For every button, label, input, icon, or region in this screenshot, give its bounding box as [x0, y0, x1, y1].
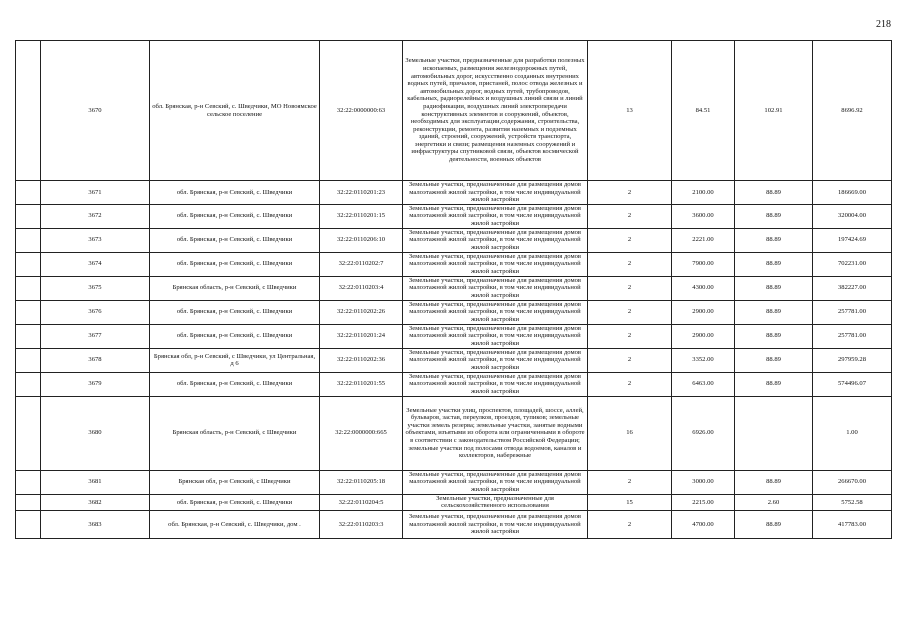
record-number: 3681 [41, 470, 150, 494]
record-number: 3682 [41, 494, 150, 510]
use-category: 2 [588, 228, 672, 252]
parcel-area: 3352.00 [672, 348, 735, 372]
blank-cell [16, 252, 41, 276]
specific-value: 88.89 [735, 510, 813, 538]
parcel-area: 4700.00 [672, 510, 735, 538]
record-number: 3678 [41, 348, 150, 372]
permitted-use: Земельные участки, предназначенные для размещения домов малоэтажной жилой застройки, в том числе индивидуальной жилой застройки [403, 300, 588, 324]
cadastral-number: 32:22:0000000:665 [320, 396, 403, 470]
parcel-area: 2900.00 [672, 324, 735, 348]
parcel-address: обл. Брянская, р-н Севский, с. Шведчики [150, 228, 320, 252]
parcel-address: Брянская область, р-н Севский, с Шведчики [150, 396, 320, 470]
cadastral-number: 32:22:0110206:10 [320, 228, 403, 252]
parcel-area: 2900.00 [672, 300, 735, 324]
parcel-area: 3600.00 [672, 204, 735, 228]
parcel-address: обл. Брянская, р-н Севский, с. Шведчики [150, 204, 320, 228]
permitted-use: Земельные участки, предназначенные для размещения домов малоэтажной жилой застройки, в том числе индивидуальной жилой застройки [403, 510, 588, 538]
cadastral-value: 417783.00 [813, 510, 892, 538]
parcel-area: 2221.00 [672, 228, 735, 252]
record-number: 3676 [41, 300, 150, 324]
blank-cell [16, 396, 41, 470]
cadastral-number: 32:22:0110202:36 [320, 348, 403, 372]
cadastral-number: 32:22:0110201:55 [320, 372, 403, 396]
parcel-address: Брянская обл, р-н Севский, с Шведчики [150, 470, 320, 494]
use-category: 2 [588, 204, 672, 228]
cadastral-number: 32:22:0110203:3 [320, 510, 403, 538]
permitted-use: Земельные участки улиц, проспектов, площадей, шоссе, аллей, бульваров, застав, переулков, проездов, тупиков; земельные участки земель резерва; земельные участки, занятые водными объектами, изъятыми из оборота или ограниченными в обороте в соответствии с законодательством Российской Федерации; земельные участки под полосами отвода водоемов, каналов и коллекторов, набережные [403, 396, 588, 470]
table-row [16, 204, 892, 228]
parcel-address: Брянская область, р-н Севский, с Шведчики [150, 276, 320, 300]
parcel-address: обл. Брянская, р-н Севский, с. Шведчики [150, 300, 320, 324]
cadastral-number: 32:22:0000000:63 [320, 41, 403, 181]
permitted-use: Земельные участки, предназначенные для разработки полезных ископаемых, размещения железнодорожных путей, автомобильных дорог, искусственно созданных внутренних водных путей, причалов, пристаней, полос отвода железных и автомобильных дорог, водных путей, трубопроводов, кабельных, радиорелейных и воздушных линий связи и линий радиофикации, воздушных линий электропередачи конструктивных элементов и сооружений, объектов, необходимых для эксплуатации,содержания, строительства, реконструкции, ремонта, развития наземных и подземных зданий, строений, сооружений, устройств транспорта, энергетики и связи; размещения наземных сооружений и инфраструктуры спутниковой связи, объектов космической деятельности, военных объектов [403, 41, 588, 181]
blank-cell [16, 41, 41, 181]
table-row [16, 181, 892, 205]
specific-value: 88.89 [735, 348, 813, 372]
parcel-address: обл. Брянская, р-н Севский, с. Шведчики [150, 372, 320, 396]
record-number: 3680 [41, 396, 150, 470]
specific-value: 88.89 [735, 276, 813, 300]
parcel-address: обл. Брянская, р-н Севский, с. Шведчики [150, 181, 320, 205]
record-number: 3679 [41, 372, 150, 396]
use-category: 15 [588, 494, 672, 510]
permitted-use: Земельные участки, предназначенные для сельскохозяйственного использования [403, 494, 588, 510]
blank-cell [16, 470, 41, 494]
specific-value: 88.89 [735, 300, 813, 324]
permitted-use: Земельные участки, предназначенные для размещения домов малоэтажной жилой застройки, в том числе индивидуальной жилой застройки [403, 324, 588, 348]
blank-cell [16, 204, 41, 228]
parcel-address: обл. Брянская, р-н Севский, с. Шведчики [150, 494, 320, 510]
table-row [16, 372, 892, 396]
parcel-address: Брянская обл, р-н Севский, с Шведчики, ул Центральная, д 6 [150, 348, 320, 372]
blank-cell [16, 510, 41, 538]
table-row [16, 510, 892, 538]
parcel-area: 2100.00 [672, 181, 735, 205]
permitted-use: Земельные участки, предназначенные для размещения домов малоэтажной жилой застройки, в том числе индивидуальной жилой застройки [403, 470, 588, 494]
parcel-area: 7900.00 [672, 252, 735, 276]
parcel-address: обл. Брянская, р-н Севский, с. Шведчики, дом . [150, 510, 320, 538]
parcel-area: 2215.00 [672, 494, 735, 510]
specific-value: 2.60 [735, 494, 813, 510]
blank-cell [16, 348, 41, 372]
register-body [16, 41, 892, 539]
specific-value: 88.89 [735, 228, 813, 252]
cadastral-number: 32:22:0110205:18 [320, 470, 403, 494]
parcel-area: 6463.00 [672, 372, 735, 396]
table-row [16, 276, 892, 300]
table-row [16, 324, 892, 348]
specific-value: 88.89 [735, 372, 813, 396]
specific-value: 88.89 [735, 181, 813, 205]
use-category: 2 [588, 276, 672, 300]
cadastral-number: 32:22:0110201:23 [320, 181, 403, 205]
parcel-area: 6926.00 [672, 396, 735, 470]
table-row [16, 396, 892, 470]
table-row [16, 300, 892, 324]
permitted-use: Земельные участки, предназначенные для размещения домов малоэтажной жилой застройки, в том числе индивидуальной жилой застройки [403, 181, 588, 205]
specific-value: 88.89 [735, 324, 813, 348]
permitted-use: Земельные участки, предназначенные для размещения домов малоэтажной жилой застройки, в том числе индивидуальной жилой застройки [403, 204, 588, 228]
use-category: 2 [588, 348, 672, 372]
cadastral-value: 257781.00 [813, 324, 892, 348]
parcel-area: 3000.00 [672, 470, 735, 494]
cadastral-number: 32:22:0110202:7 [320, 252, 403, 276]
cadastral-value: 382227.00 [813, 276, 892, 300]
cadastral-number: 32:22:0110201:24 [320, 324, 403, 348]
table-row [16, 228, 892, 252]
cadastral-value: 320004.00 [813, 204, 892, 228]
permitted-use: Земельные участки, предназначенные для размещения домов малоэтажной жилой застройки, в том числе индивидуальной жилой застройки [403, 276, 588, 300]
cadastral-value: 197424.69 [813, 228, 892, 252]
use-category: 13 [588, 41, 672, 181]
specific-value: 102.91 [735, 41, 813, 181]
blank-cell [16, 324, 41, 348]
cadastral-value: 702231.00 [813, 252, 892, 276]
record-number: 3671 [41, 181, 150, 205]
cadastral-value: 5752.58 [813, 494, 892, 510]
record-number: 3683 [41, 510, 150, 538]
table-row [16, 348, 892, 372]
use-category: 2 [588, 252, 672, 276]
cadastral-value: 297959.28 [813, 348, 892, 372]
blank-cell [16, 276, 41, 300]
table-row [16, 470, 892, 494]
parcel-area: 84.51 [672, 41, 735, 181]
permitted-use: Земельные участки, предназначенные для размещения домов малоэтажной жилой застройки, в том числе индивидуальной жилой застройки [403, 228, 588, 252]
blank-cell [16, 228, 41, 252]
use-category: 2 [588, 181, 672, 205]
record-number: 3673 [41, 228, 150, 252]
record-number: 3670 [41, 41, 150, 181]
permitted-use: Земельные участки, предназначенные для размещения домов малоэтажной жилой застройки, в том числе индивидуальной жилой застройки [403, 372, 588, 396]
parcel-area: 4300.00 [672, 276, 735, 300]
record-number: 3677 [41, 324, 150, 348]
permitted-use: Земельные участки, предназначенные для размещения домов малоэтажной жилой застройки, в том числе индивидуальной жилой застройки [403, 348, 588, 372]
cadastral-value: 1.00 [813, 396, 892, 470]
cadastral-number: 32:22:0110201:15 [320, 204, 403, 228]
cadastral-value: 257781.00 [813, 300, 892, 324]
record-number: 3674 [41, 252, 150, 276]
blank-cell [16, 181, 41, 205]
specific-value: 88.89 [735, 470, 813, 494]
cadastral-value: 8696.92 [813, 41, 892, 181]
use-category: 2 [588, 300, 672, 324]
specific-value: 88.89 [735, 204, 813, 228]
use-category: 2 [588, 510, 672, 538]
cadastral-number: 32:22:0110202:26 [320, 300, 403, 324]
use-category: 2 [588, 372, 672, 396]
parcel-address: обл. Брянская, р-н Севский, с. Шведчики [150, 252, 320, 276]
permitted-use: Земельные участки, предназначенные для размещения домов малоэтажной жилой застройки, в том числе индивидуальной жилой застройки [403, 252, 588, 276]
cadastral-value: 266670.00 [813, 470, 892, 494]
cadastral-number: 32:22:0110204:5 [320, 494, 403, 510]
table-row [16, 41, 892, 181]
table-row [16, 252, 892, 276]
use-category: 16 [588, 396, 672, 470]
parcel-address: обл. Брянская, р-н Севский, с. Шведчики, МО Новоямское сельское поселение [150, 41, 320, 181]
record-number: 3672 [41, 204, 150, 228]
specific-value [735, 396, 813, 470]
cadastral-number: 32:22:0110203:4 [320, 276, 403, 300]
record-number: 3675 [41, 276, 150, 300]
blank-cell [16, 300, 41, 324]
blank-cell [16, 494, 41, 510]
cadastral-value: 574496.07 [813, 372, 892, 396]
cadastral-value: 186669.00 [813, 181, 892, 205]
parcel-register-table [15, 40, 892, 539]
blank-cell [16, 372, 41, 396]
use-category: 2 [588, 324, 672, 348]
page-number: 218 [876, 19, 891, 30]
use-category: 2 [588, 470, 672, 494]
table-row [16, 494, 892, 510]
specific-value: 88.89 [735, 252, 813, 276]
parcel-address: обл. Брянская, р-н Севский, с. Шведчики [150, 324, 320, 348]
